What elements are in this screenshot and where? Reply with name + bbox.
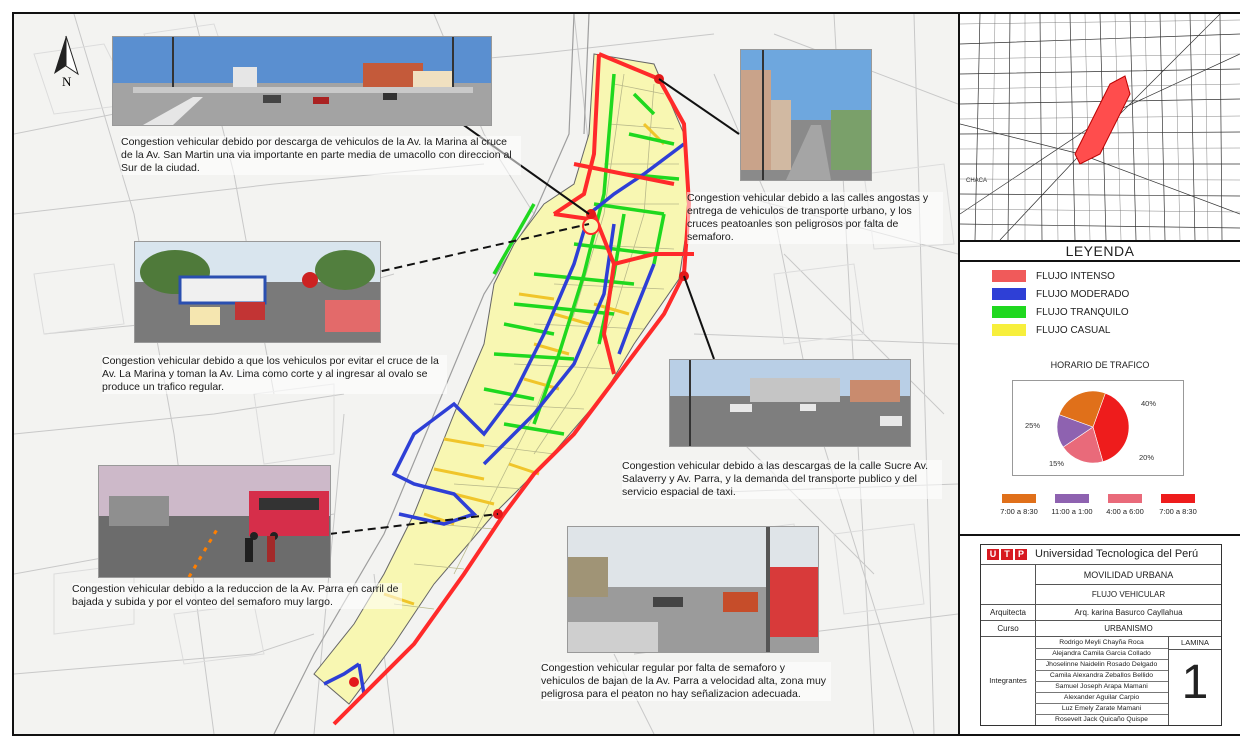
legend-swatch-moderate [992, 288, 1026, 300]
time-label-4: 7:00 a 8:30 [1159, 507, 1197, 516]
time-swatch-2 [1055, 494, 1089, 503]
pie-label-25: 25% [1025, 421, 1041, 430]
lamina-number: 1 [1181, 656, 1209, 709]
caption-6: Congestion vehicular regular por falta de semaforo y vehiculos de bajan de la Av. Parra a velocidad alta, zona muy peligrosa para el peaton no hay señalizacion adecuada. [541, 662, 831, 701]
street-photo-1 [112, 36, 492, 126]
member-3: Jhoselinne Naidelin Rosado Delgado [1035, 660, 1168, 671]
street-photo-6 [567, 526, 819, 653]
pie-label-40: 40% [1141, 399, 1157, 408]
legend-swatch-casual [992, 324, 1026, 336]
pie-label-15: 15% [1049, 459, 1065, 468]
pie-label-20: 20% [1139, 453, 1155, 462]
street-photo-4 [669, 359, 911, 447]
member-5: Samuel Joseph Arapa Mamani [1035, 682, 1168, 693]
legend-swatch-calm [992, 306, 1026, 318]
map-area [14, 14, 958, 734]
lamina-label: LAMINA [1169, 637, 1221, 650]
minimap-label: CHACA [966, 178, 988, 184]
member-7: Luz Emely Zarate Mamani [1035, 704, 1168, 715]
legend-title: LEYENDA [960, 242, 1240, 262]
sheet-title: FLUJO VEHICULAR [1035, 585, 1221, 605]
legend-label-moderate: FLUJO MODERADO [1036, 289, 1130, 300]
member-1: Rodrigo Meyli Chayña Roca [1035, 638, 1168, 649]
tb-university-row [981, 545, 1221, 565]
caption-4: Congestion vehicular debido a las descargas de la calle Sucre Av. Salaverry y Av. Parra, y la demanda del transporte publico y del servicio espacial de taxi. [622, 460, 942, 499]
legend-label-intense: FLUJO INTENSO [1036, 271, 1115, 282]
curso-value: URBANISMO [1035, 621, 1221, 637]
integrantes-label: Integrantes [989, 676, 1027, 685]
member-4: Camila Alexandra Zeballos Bellido [1035, 671, 1168, 682]
university-name: Universidad Tecnologica del Perú [1035, 548, 1199, 560]
time-swatch-1 [1002, 494, 1036, 503]
time-label-1: 7:00 a 8:30 [1000, 507, 1038, 516]
member-8: Rosevelt Jack Quicaño Quispe [1055, 716, 1148, 723]
street-photo-3 [134, 241, 381, 343]
right-panel [958, 14, 1240, 734]
legend-swatch-intense [992, 270, 1026, 282]
member-2: Alejandra Camila Garcia Collado [1035, 649, 1168, 660]
legend [960, 262, 1240, 536]
street-photo-2 [740, 49, 872, 181]
location-minimap [960, 14, 1240, 242]
north-label: N [62, 74, 72, 89]
time-swatch-4 [1161, 494, 1195, 503]
utp-logo: U T P [987, 549, 1027, 560]
arquitecta-label: Arquitecta [981, 605, 1035, 621]
time-label-2: 11:00 a 1:00 [1051, 507, 1093, 516]
course-title: MOVILIDAD URBANA [1035, 565, 1221, 585]
title-block [980, 544, 1222, 726]
legend-label-calm: FLUJO TRANQUILO [1036, 307, 1129, 318]
arquitecta-value: Arq. karina Basurco Cayllahua [1035, 605, 1221, 621]
pie-chart-box [1012, 380, 1184, 476]
caption-5: Congestion vehicular debido a la reduccion de la Av. Parra en carril de bajada y subida y por el vonteo del semaforo muy largo. [72, 583, 402, 609]
curso-label: Curso [981, 621, 1035, 637]
member-6: Alexander Aguilar Carpio [1035, 693, 1168, 704]
time-legend-4 [1143, 494, 1213, 516]
caption-2: Congestion vehicular debido a las calles angostas y entrega de vehiculos de transporte urbano, y los cruces peatoanles son peligrosos por falta de semaforo. [687, 192, 943, 244]
caption-3: Congestion vehicular debido a que los vehiculos por evitar el cruce de la Av. La Marina y toman la Av. Lima como corte y al ingresar al ovalo se produce un trafico regular. [102, 355, 447, 394]
time-swatch-3 [1108, 494, 1142, 503]
time-label-3: 4:00 a 6:00 [1106, 507, 1144, 516]
caption-1: Congestion vehicular debido por descarga de vehiculos de la Av. la Marina al cruce de la Av. San Martin una via importante en parte media de umacollo con direccion al Sur de la ciudad. [121, 136, 521, 175]
street-photo-5 [98, 465, 331, 578]
north-arrow [54, 36, 78, 74]
chart-title: HORARIO DE TRAFICO [1050, 360, 1150, 370]
legend-label-casual: FLUJO CASUAL [1036, 325, 1111, 336]
